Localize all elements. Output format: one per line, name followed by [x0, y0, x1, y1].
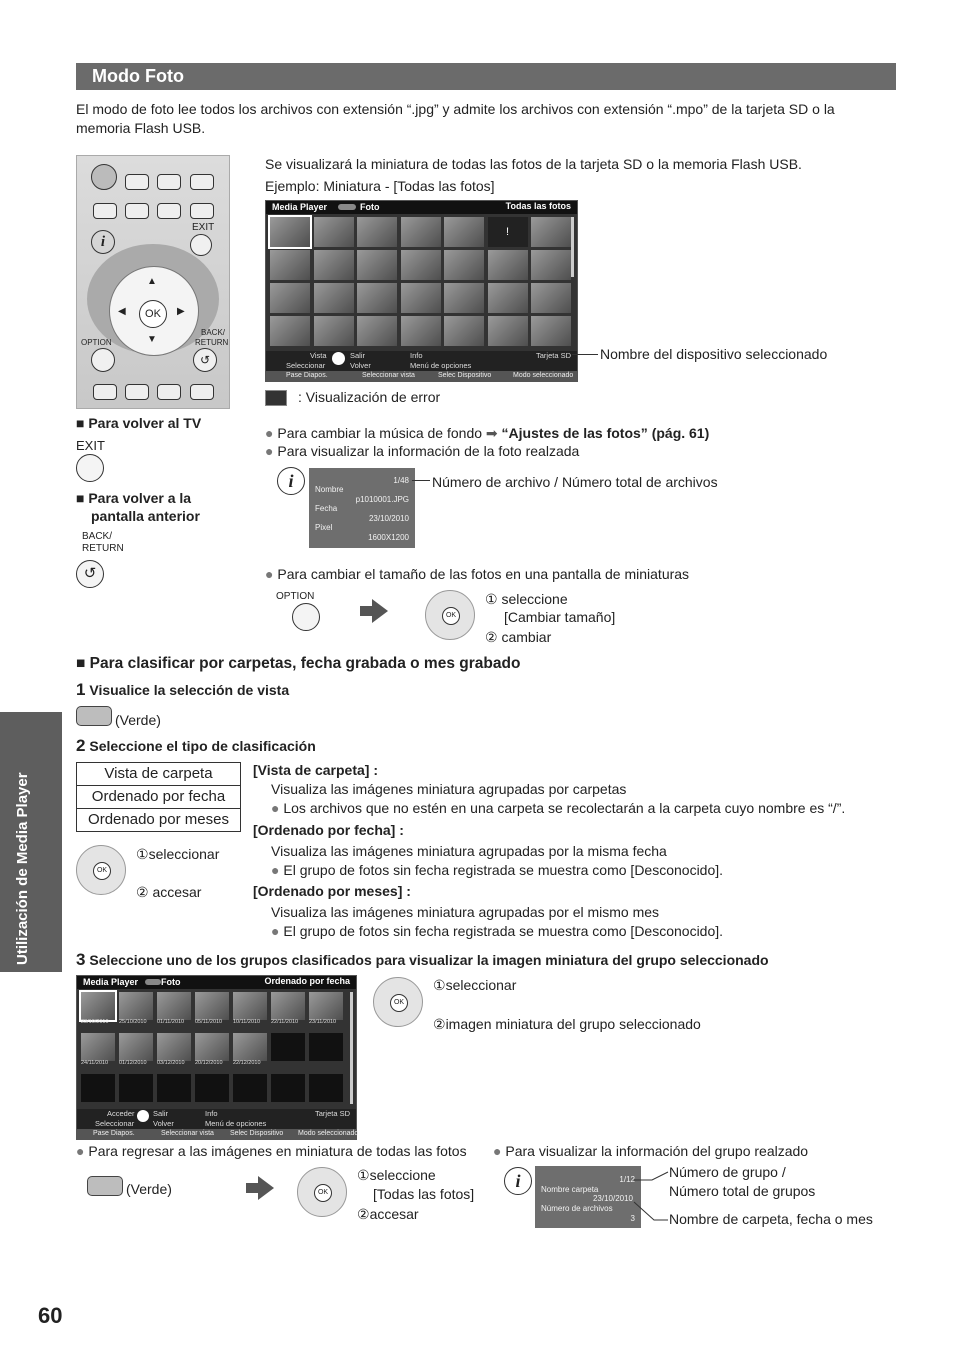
empty-slot [309, 1033, 343, 1061]
remote-back-label-2: RETURN [195, 338, 229, 347]
photo-thumbnail[interactable] [444, 250, 484, 280]
date-note: ● El grupo de fotos sin fecha registrada se muestra como [Desconocido]. [271, 862, 724, 878]
photo-thumbnail[interactable] [401, 316, 441, 346]
power-button [91, 164, 117, 190]
group-thumbnail[interactable] [195, 992, 229, 1020]
help-info: Info [205, 1109, 218, 1118]
prev-screen-heading-2: pantalla anterior [91, 508, 200, 524]
left-arrow-icon: ◀ [118, 306, 126, 317]
scrollbar [350, 992, 353, 1104]
help-seleccionar: Seleccionar [95, 1119, 135, 1128]
thumbs-intro-2: Ejemplo: Miniatura - [Todas las fotos] [265, 178, 495, 194]
classify-heading: ■ Para clasificar por carpetas, fecha grabada o mes grabado [76, 655, 521, 672]
color-button [93, 384, 117, 400]
empty-slot [157, 1074, 191, 1102]
cursor-icon [332, 352, 345, 365]
photo-thumbnail[interactable] [444, 283, 484, 313]
legend-pase: Pase Diapos. [93, 1130, 135, 1137]
music-bullet: ● Para cambiar la música de fondo ➡ “Ajustes de las fotos” (pág. 61) [265, 425, 710, 441]
photo-date-label: Fecha [315, 504, 338, 513]
photo-thumbnail[interactable] [488, 283, 528, 313]
ok-button: OK [139, 300, 167, 328]
photo-thumbnail[interactable] [531, 250, 571, 280]
group-thumbnail[interactable] [233, 992, 267, 1020]
help-salir: Salir [350, 351, 366, 360]
arrow-icon [372, 599, 388, 623]
remote-button [157, 203, 181, 219]
green-button-icon [76, 706, 112, 726]
back-return-button: ↺ [193, 348, 217, 372]
return-all-bullet: ● Para regresar a las imágenes en miniatura de todas las fotos [76, 1143, 467, 1159]
group-thumbnail[interactable] [233, 1033, 267, 1061]
group-date-label: 23/11/2010 [309, 1019, 337, 1025]
photo-counter: 1/48 [393, 476, 409, 485]
step3-group: ②imagen miniatura del grupo seleccionado [433, 1016, 701, 1032]
page-number: 60 [38, 1303, 63, 1328]
info-icon: i [91, 230, 115, 254]
photo-thumbnail[interactable] [314, 283, 354, 313]
help-seleccionar: Seleccionar [286, 361, 326, 370]
group-counter: 1/12 [619, 1175, 635, 1184]
help-info: Info [410, 351, 423, 360]
side-tab-label: Utilización de Media Player [14, 772, 31, 965]
screen-title-bar [77, 976, 356, 989]
callout-lines [632, 1170, 670, 1226]
device-callout: Nombre del dispositivo seleccionado [600, 346, 828, 362]
group-date-label: 05/11/2010 [195, 1019, 223, 1025]
remote-option-label: OPTION [81, 338, 112, 347]
media-icon [145, 979, 161, 985]
arrow-icon [258, 1176, 274, 1200]
screen-app-name: Media Player [272, 202, 328, 212]
photo-name-label: Nombre [315, 485, 344, 494]
return-step-2: ②accesar [357, 1206, 419, 1222]
photo-thumbnail[interactable] [270, 217, 310, 247]
info-bullet: ● Para visualizar la información de la foto realzada [265, 443, 580, 459]
remote-button [190, 203, 214, 219]
group-thumbnail[interactable] [119, 1033, 153, 1061]
photo-thumbnail[interactable] [357, 283, 397, 313]
remote-back-label-1: BACK/ [201, 328, 226, 337]
select-step: ①seleccionar [136, 846, 220, 862]
group-date-label: 22/12/2010 [233, 1060, 261, 1066]
group-thumbnail[interactable] [81, 992, 115, 1020]
return-tv-heading: ■ Para volver al TV [76, 415, 202, 431]
color-legend [266, 371, 577, 381]
right-arrow-icon: ▶ [177, 306, 185, 317]
group-callout-1a: Número de grupo / [669, 1164, 786, 1180]
group-thumbnail[interactable] [271, 992, 305, 1020]
error-icon [265, 390, 287, 406]
photo-thumbnail[interactable] [270, 250, 310, 280]
group-date-label: 23/10/2010 [81, 1019, 109, 1025]
return-green-label: (Verde) [126, 1181, 172, 1197]
group-files-value: 3 [630, 1214, 635, 1223]
photo-pixel-label: Pixel [315, 523, 333, 532]
back-label-1: BACK/ [82, 531, 113, 542]
access-step: ② accesar [136, 884, 202, 900]
color-button [157, 384, 181, 400]
photo-thumbnail[interactable] [444, 217, 484, 247]
group-date-label: 25/10/2010 [119, 1019, 147, 1025]
color-button [125, 384, 149, 400]
month-note: ● El grupo de fotos sin fecha registrada se muestra como [Desconocido]. [271, 923, 724, 939]
help-volver: Volver [350, 361, 371, 370]
help-volver: Volver [153, 1119, 174, 1128]
legend-modo: Modo seleccionado [513, 372, 574, 379]
media-icon [338, 204, 356, 210]
resize-step-1: ① seleccione [485, 591, 568, 607]
date-desc: Visualiza las imágenes miniatura agrupadas por la misma fecha [271, 843, 667, 859]
color-legend [77, 1129, 359, 1139]
empty-slot [195, 1074, 229, 1102]
photo-pixel-value: 1600X1200 [368, 533, 409, 542]
photo-thumbnail[interactable] [531, 283, 571, 313]
group-info-bullet: ● Para visualizar la información del grupo realzado [493, 1143, 809, 1159]
back-label-2: RETURN [82, 543, 124, 554]
return-step-1b: [Todas las fotos] [373, 1186, 475, 1202]
group-thumbnail[interactable] [81, 1033, 115, 1061]
option-ordenado-fecha[interactable]: Ordenado por fecha [77, 786, 240, 809]
group-thumbnail[interactable] [119, 992, 153, 1020]
legend-pase: Pase Diapos. [286, 372, 328, 379]
folder-desc: Visualiza las imágenes miniatura agrupadas por carpetas [271, 781, 627, 797]
photo-date-value: 23/10/2010 [368, 514, 409, 523]
photo-thumbnail[interactable] [531, 217, 571, 247]
legend-dispositivo: Selec Dispositivo [438, 372, 492, 379]
remote-button [190, 174, 214, 190]
group-date-label: 24/11/2010 [81, 1060, 109, 1066]
photo-thumbnail[interactable] [314, 316, 354, 346]
cursor-pad-icon: OK [373, 977, 423, 1027]
screen-view: Todas las fotos [505, 201, 571, 211]
month-title: [Ordenado por meses] : [253, 883, 411, 899]
info-icon: i [277, 467, 305, 495]
thumbnail-screen-by-date [76, 975, 357, 1140]
photo-thumbnail[interactable] [357, 217, 397, 247]
option-button [91, 348, 115, 372]
intro-line-2: memoria Flash USB. [76, 120, 206, 136]
thumbs-intro-1: Se visualizará la miniatura de todas las fotos de la tarjeta SD o la memoria Flash USB. [265, 156, 802, 172]
screen-mode: Foto [161, 977, 181, 987]
step-3: 3 Seleccione uno de los grupos clasificados para visualizar la imagen miniatura del grupo seleccionado [76, 950, 769, 969]
photo-thumbnail[interactable] [314, 217, 354, 247]
prev-screen-heading-1: ■ Para volver a la [76, 490, 192, 506]
resize-step-2: ② cambiar [485, 629, 552, 645]
empty-slot [119, 1074, 153, 1102]
exit-button [190, 234, 212, 256]
photo-thumbnail[interactable] [401, 283, 441, 313]
screen-title-bar [266, 201, 577, 214]
classification-options [76, 762, 241, 832]
folder-title: [Vista de carpeta] : [253, 762, 379, 778]
photo-info-box [309, 468, 415, 548]
help-salir: Salir [153, 1109, 169, 1118]
photo-thumbnail[interactable] [401, 250, 441, 280]
folder-note: ● Los archivos que no estén en una carpeta se recolectarán a la carpeta cuyo nombre es “/”. [271, 800, 846, 816]
thumbnail-screen-all-photos [265, 200, 578, 382]
return-icon: ↺ [76, 560, 104, 588]
info-icon: i [504, 1167, 532, 1195]
down-arrow-icon: ▼ [147, 334, 157, 345]
photo-thumbnail[interactable] [270, 316, 310, 346]
photo-thumbnail[interactable] [401, 217, 441, 247]
empty-slot [233, 1074, 267, 1102]
option-button-icon [292, 603, 320, 631]
screen-app-name: Media Player [83, 977, 139, 987]
screen-mode: Foto [360, 202, 380, 212]
photo-thumbnail[interactable] [531, 316, 571, 346]
step-2: 2 Seleccione el tipo de clasificación [76, 736, 316, 755]
group-files-label: Número de archivos [541, 1204, 613, 1213]
photo-thumbnail[interactable] [357, 250, 397, 280]
group-date-label: 10/11/2010 [233, 1019, 261, 1025]
step-1: 1 Visualice la selección de vista [76, 680, 290, 699]
remote-exit-label: EXIT [192, 222, 215, 233]
group-date-label: 01/11/2010 [157, 1019, 185, 1025]
cursor-icon [137, 1110, 149, 1122]
screen-help-bar [266, 351, 577, 381]
device-name: Tarjeta SD [535, 351, 571, 360]
scrollbar [571, 217, 574, 277]
legend-vista: Seleccionar vista [362, 372, 415, 379]
remote-button [125, 174, 149, 190]
group-folder-label: Nombre carpeta [541, 1185, 599, 1194]
group-date-label: 01/12/2010 [119, 1060, 147, 1066]
option-ordenado-meses[interactable]: Ordenado por meses [88, 811, 229, 828]
green-label: (Verde) [115, 712, 161, 728]
exit-label: EXIT [76, 438, 105, 453]
legend-dispositivo: Selec Dispositivo [230, 1130, 284, 1137]
empty-slot [309, 1074, 343, 1102]
error-callout: : Visualización de error [298, 389, 441, 405]
option-vista-carpeta[interactable]: Vista de carpeta [77, 763, 240, 786]
up-arrow-icon: ▲ [147, 276, 157, 287]
group-thumbnail[interactable] [157, 1033, 191, 1061]
photo-thumbnail[interactable] [444, 316, 484, 346]
group-thumbnail[interactable] [157, 992, 191, 1020]
remote-button [157, 174, 181, 190]
screen-view: Ordenado por fecha [264, 976, 350, 986]
date-title: [Ordenado por fecha] : [253, 822, 404, 838]
help-menu: Menú de opciones [410, 361, 472, 370]
group-date-value: 23/10/2010 [592, 1194, 633, 1203]
legend-modo: Modo seleccionado [298, 1130, 359, 1137]
device-name: Tarjeta SD [314, 1109, 350, 1118]
photo-thumbnail[interactable] [488, 316, 528, 346]
photo-thumbnail[interactable] [270, 283, 310, 313]
group-date-label: 20/12/2010 [195, 1060, 223, 1066]
photo-thumbnail[interactable] [314, 250, 354, 280]
empty-slot [271, 1033, 305, 1061]
photo-thumbnail[interactable] [488, 250, 528, 280]
section-header [76, 63, 896, 90]
intro-line-1: El modo de foto lee todos los archivos con extensión “.jpg” y admite los archivos con extensión “.mpo” de la tarjeta SD o la [76, 101, 835, 117]
group-thumbnail[interactable] [309, 992, 343, 1020]
cursor-pad-icon: OK [425, 590, 475, 640]
step3-select: ①seleccionar [433, 977, 517, 993]
green-button-icon [87, 1176, 123, 1196]
option-label: OPTION [276, 591, 315, 602]
remote-button [125, 203, 149, 219]
file-number-callout: Número de archivo / Número total de archivos [432, 474, 718, 490]
help-vista: Vista [310, 351, 327, 360]
cursor-pad-icon: OK [76, 845, 126, 895]
empty-slot [81, 1074, 115, 1102]
error-thumbnail[interactable]: ! [488, 217, 528, 247]
color-button [190, 384, 214, 400]
remote-control-illustration [76, 155, 230, 409]
return-step-1: ①seleccione [357, 1167, 436, 1183]
resize-step-1b: [Cambiar tamaño] [504, 609, 616, 625]
group-thumbnail[interactable] [195, 1033, 229, 1061]
legend-vista: Seleccionar vista [161, 1130, 214, 1137]
screen-help-bar [77, 1109, 359, 1139]
side-tab [0, 712, 62, 972]
month-desc: Visualiza las imágenes miniatura agrupadas por el mismo mes [271, 904, 660, 920]
section-title: Modo Foto [92, 66, 184, 86]
group-callout-2: Nombre de carpeta, fecha o mes [669, 1211, 873, 1227]
empty-slot [271, 1074, 305, 1102]
group-callout-1b: Número total de grupos [669, 1183, 816, 1199]
help-menu: Menú de opciones [205, 1119, 267, 1128]
cursor-pad-icon: OK [297, 1167, 347, 1217]
photo-thumbnail[interactable] [357, 316, 397, 346]
remote-button [93, 203, 117, 219]
exit-button-icon [76, 454, 104, 482]
photo-name-value: p1010001.JPG [355, 495, 409, 504]
group-date-label: 22/11/2010 [271, 1019, 299, 1025]
group-info-box [535, 1166, 641, 1228]
group-date-label: 03/12/2010 [157, 1060, 185, 1066]
resize-bullet: ● Para cambiar el tamaño de las fotos en una pantalla de miniaturas [265, 566, 690, 582]
help-acceder: Acceder [107, 1109, 135, 1118]
